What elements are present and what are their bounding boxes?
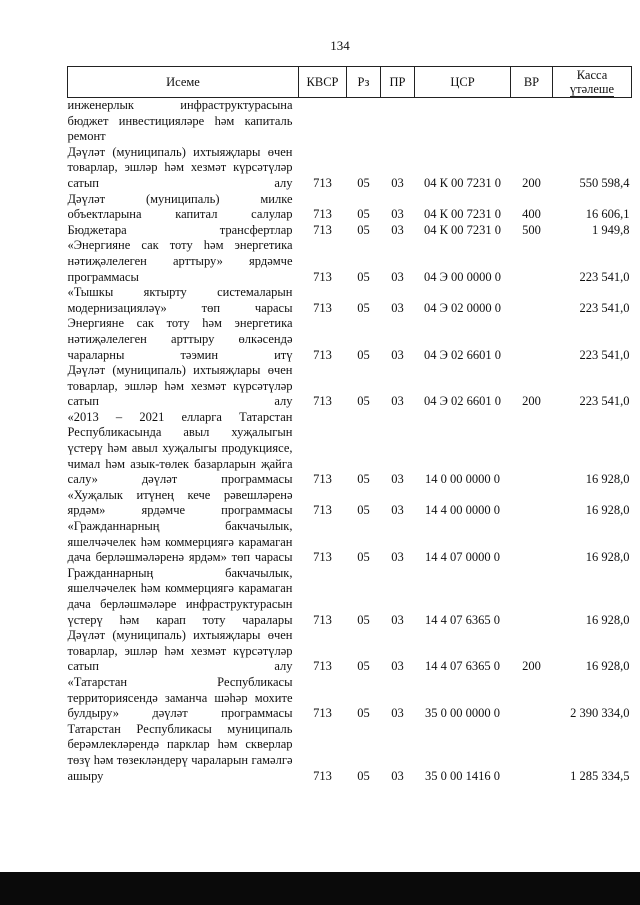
row-kvsr: 713 — [313, 472, 332, 487]
table-row — [68, 722, 632, 784]
row-sum: 16 606,1 — [585, 207, 630, 222]
row-rz: 05 — [357, 300, 370, 315]
row-csr: 14 4 07 6365 0 — [425, 612, 500, 627]
row-pr: 03 — [391, 503, 404, 518]
row-name: «Татарстан Республикасы территориясендә заманча шәһәр мохите булдыру» дәүләт программасы — [67, 674, 293, 721]
row-pr: 03 — [391, 269, 404, 284]
row-rz: 05 — [357, 706, 370, 721]
row-rz: 05 — [357, 659, 370, 674]
row-kvsr: 713 — [313, 503, 332, 518]
row-kvsr: 713 — [313, 612, 332, 627]
table-row — [68, 98, 632, 145]
row-sum: 223 541,0 — [579, 300, 630, 315]
row-name: Татарстан Республикасы муниципаль берәмлекләрендә парклар һәм скверлар төзү һәм төзекләндерү чараларын гамәлгә ашыру — [67, 721, 293, 783]
row-pr: 03 — [391, 472, 404, 487]
row-pr: 03 — [391, 222, 404, 237]
row-rz: 05 — [357, 207, 370, 222]
row-rz: 05 — [357, 175, 370, 190]
row-name: Бюджетара трансфертлар — [67, 222, 293, 237]
row-rz: 05 — [357, 612, 370, 627]
row-vr: 200 — [522, 175, 541, 190]
table-row — [68, 675, 632, 722]
row-kvsr: 713 — [313, 207, 332, 222]
row-csr: 04 Э 00 0000 0 — [423, 269, 501, 284]
row-csr: 35 0 00 0000 0 — [425, 706, 500, 721]
row-name: Дәүләт (муниципаль) милке объектларына капитал салулар — [67, 191, 293, 222]
row-sum: 223 541,0 — [579, 394, 630, 409]
row-sum: 16 928,0 — [585, 472, 630, 487]
table-body — [68, 98, 632, 785]
row-vr: 200 — [522, 659, 541, 674]
row-sum: 550 598,4 — [579, 175, 630, 190]
header-sum-line2: үтәлеше — [569, 82, 615, 96]
row-rz: 05 — [357, 269, 370, 284]
row-name: Дәүләт (муниципаль) ихтыяҗлары өчен товарлар, эшләр һәм хезмәт күрсәтүләр сатып алу — [67, 363, 293, 409]
row-csr: 04 Э 02 0000 0 — [423, 300, 501, 315]
row-vr — [511, 316, 553, 363]
header-kvsr: КВСР — [299, 67, 347, 98]
row-sum: 223 541,0 — [579, 269, 630, 284]
row-vr — [511, 98, 553, 145]
row-name: Дәүләт (муниципаль) ихтыяҗлары өчен товарлар, эшләр һәм хезмәт күрсәтүләр сатып алу — [67, 144, 293, 190]
table-row — [68, 223, 632, 239]
header-pr: ПР — [381, 67, 415, 98]
row-vr — [511, 675, 553, 722]
budget-table — [67, 66, 632, 784]
row-vr — [511, 488, 553, 519]
row-name: «Хуҗалык итүнең кече рәвешләренә ярдәм» ярдәмче программасы — [67, 487, 293, 518]
header-sum-line1: Касса — [576, 68, 608, 82]
table-row — [68, 519, 632, 566]
row-name: Гражданнарның бакчачылык, яшелчәчелек һәм коммерциягә карамаган дача берләшмәләре инфраструктурасын үстерү һәм карап тоту чаралары — [67, 565, 293, 627]
row-sum: 223 541,0 — [579, 347, 630, 362]
row-pr: 03 — [391, 300, 404, 315]
row-csr: 14 0 00 0000 0 — [425, 472, 500, 487]
table-row — [68, 410, 632, 488]
row-rz: 05 — [357, 394, 370, 409]
row-sum: 1 285 334,5 — [570, 768, 630, 783]
row-name: Дәүләт (муниципаль) ихтыяҗлары өчен товарлар, эшләр һәм хезмәт күрсәтүләр сатып алу — [67, 628, 293, 674]
row-name: «Гражданнарның бакчачылык, яшелчәчелек һәм коммерциягә карамаган дача берләшмәләренә ярдәм» төп чарасы — [67, 519, 293, 565]
header-rz: Рз — [347, 67, 381, 98]
row-rz: 05 — [357, 503, 370, 518]
row-sum: 1 949,8 — [592, 222, 630, 237]
row-name: «Энергияне сак тоту һәм энергетика нәтиҗәлелеген арттыру» ярдәмче программасы — [67, 238, 293, 284]
row-pr: 03 — [391, 612, 404, 627]
row-csr: 04 Э 02 6601 0 — [423, 347, 501, 362]
row-pr: 03 — [391, 347, 404, 362]
row-csr: 04 К 00 7231 0 — [423, 222, 502, 237]
header-csr: ЦСР — [415, 67, 511, 98]
row-sum: 16 928,0 — [585, 612, 630, 627]
row-vr: 400 — [522, 207, 541, 222]
table-row — [68, 316, 632, 363]
row-kvsr: 713 — [313, 659, 332, 674]
row-vr — [511, 285, 553, 316]
row-csr — [415, 98, 511, 145]
row-kvsr — [299, 98, 347, 145]
row-sum: 2 390 334,0 — [570, 706, 630, 721]
table-row — [68, 363, 632, 410]
row-name: Энергияне сак тоту һәм энергетика нәтиҗәлелеген арттыру өлкәсендә чараларны тәэмин итү — [67, 316, 293, 362]
row-name: «Тышкы яктырту системаларын модернизацияләү» төп чарасы — [67, 285, 293, 315]
header-sum — [553, 67, 632, 98]
row-name: «2013 – 2021 елларга Татарстан Республикасында авыл хуҗалыгын үстерү һәм авыл хуҗалыгы продукциясе, чимал һәм азык-төлек базарларын җайга салу» дәүләт программасы — [67, 409, 293, 487]
row-pr — [381, 98, 415, 145]
row-name: инженерлык инфраструктурасына бюджет инвестицияләре һәм капиталь ремонт — [67, 98, 293, 144]
table-header — [68, 67, 632, 98]
row-vr: 500 — [522, 222, 541, 237]
row-rz: 05 — [357, 347, 370, 362]
row-kvsr: 713 — [313, 768, 332, 783]
table-row — [68, 488, 632, 519]
row-pr: 03 — [391, 175, 404, 190]
row-rz: 05 — [357, 550, 370, 565]
row-kvsr: 713 — [313, 550, 332, 565]
row-sum: 16 928,0 — [585, 659, 630, 674]
row-sum — [553, 98, 632, 145]
row-sum: 16 928,0 — [585, 503, 630, 518]
row-pr: 03 — [391, 706, 404, 721]
row-vr — [511, 238, 553, 285]
row-vr — [511, 410, 553, 488]
header-vr: ВР — [511, 67, 553, 98]
row-kvsr: 713 — [313, 706, 332, 721]
row-vr — [511, 566, 553, 628]
row-pr: 03 — [391, 550, 404, 565]
row-kvsr: 713 — [313, 269, 332, 284]
row-rz: 05 — [357, 768, 370, 783]
row-pr: 03 — [391, 768, 404, 783]
table-row — [68, 238, 632, 285]
table-row — [68, 628, 632, 675]
row-vr — [511, 519, 553, 566]
row-pr: 03 — [391, 659, 404, 674]
row-csr: 14 4 00 0000 0 — [425, 503, 500, 518]
scan-edge-bar — [0, 872, 640, 905]
row-csr: 14 4 07 0000 0 — [425, 550, 500, 565]
row-csr: 04 К 00 7231 0 — [423, 207, 502, 222]
table-row — [68, 145, 632, 192]
row-csr: 35 0 00 1416 0 — [425, 768, 500, 783]
row-kvsr: 713 — [313, 394, 332, 409]
row-rz: 05 — [357, 472, 370, 487]
page-number: 134 — [330, 38, 350, 53]
table-row — [68, 285, 632, 316]
row-kvsr: 713 — [313, 347, 332, 362]
row-sum: 16 928,0 — [585, 550, 630, 565]
row-rz: 05 — [357, 222, 370, 237]
row-csr: 04 Э 02 6601 0 — [423, 394, 501, 409]
row-kvsr: 713 — [313, 300, 332, 315]
row-pr: 03 — [391, 394, 404, 409]
row-kvsr: 713 — [313, 175, 332, 190]
header-name: Исеме — [68, 67, 299, 98]
row-csr: 04 К 00 7231 0 — [423, 175, 502, 190]
row-csr: 14 4 07 6365 0 — [425, 659, 500, 674]
table-row — [68, 566, 632, 628]
table-row — [68, 192, 632, 223]
row-vr — [511, 722, 553, 784]
row-kvsr: 713 — [313, 222, 332, 237]
row-vr: 200 — [522, 394, 541, 409]
row-pr: 03 — [391, 207, 404, 222]
row-rz — [347, 98, 381, 145]
